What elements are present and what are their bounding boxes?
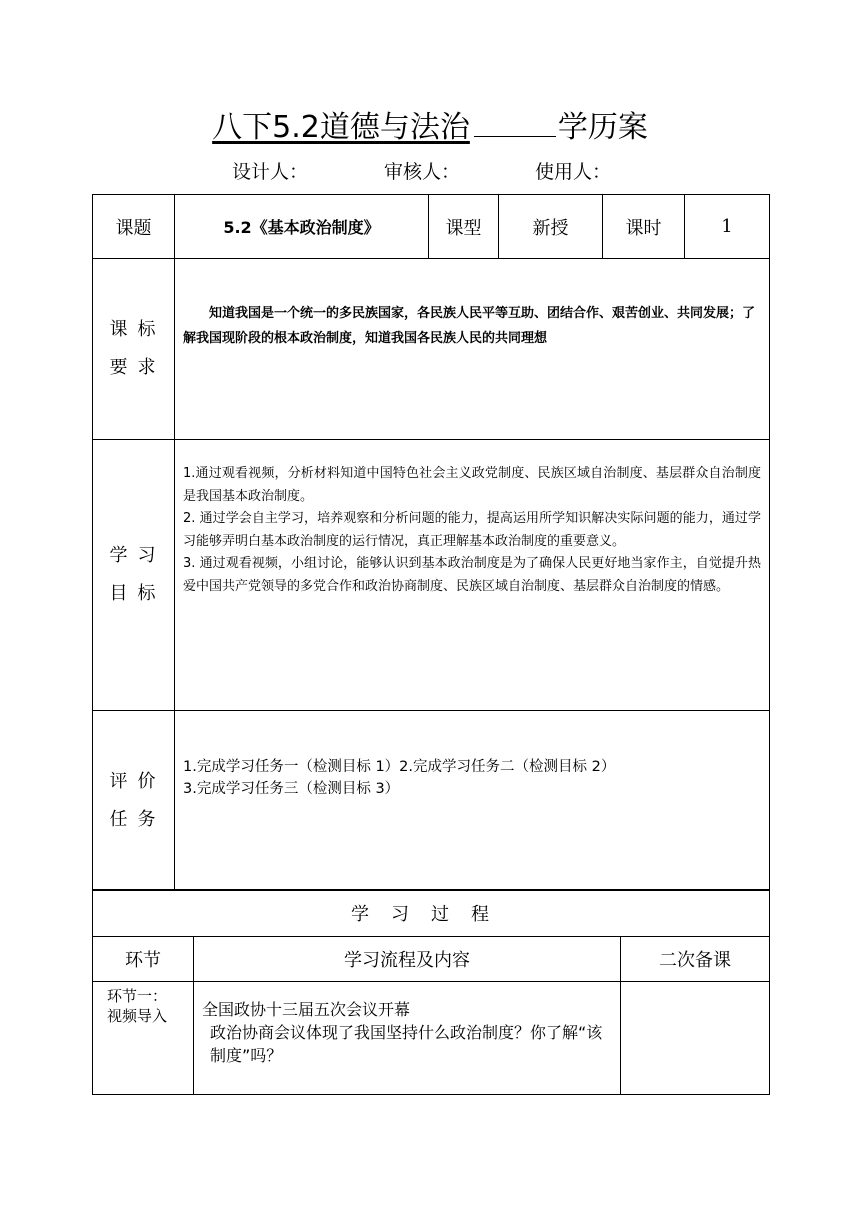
- notes-header: 二次备课: [621, 937, 770, 982]
- topic-value: 5.2《基本政治制度》: [175, 195, 429, 259]
- content-line-1: 全国政协十三届五次会议开幕: [202, 1000, 411, 1019]
- segment-line-2: 视频导入: [107, 1007, 168, 1025]
- process-title: 学习过程: [93, 890, 770, 937]
- reviewer-label: 审核人：: [384, 161, 461, 183]
- evaluation-label: [93, 711, 175, 891]
- title-prefix: 八下5.2道德与法治: [212, 110, 470, 145]
- goal-item-3: 3. 通过观看视频，小组讨论，能够认识到基本政治制度是为了确保人民更好地当家作主，自觉提升热爱中国共产党领导的多党合作和政治协商制度、民族区域自治制度、基层群众自治制度的情感。: [183, 556, 761, 594]
- lesson-info-table: [92, 194, 770, 891]
- topic-label: 课题: [93, 195, 175, 259]
- goals-label: [93, 440, 175, 711]
- evaluation-line-1: 1.完成学习任务一（检测目标 1）2.完成学习任务二（检测目标 2）: [183, 759, 616, 775]
- evaluation-label-line1: 评价: [109, 770, 166, 792]
- user-label: 使用人：: [535, 161, 612, 183]
- hours-value: 1: [685, 195, 770, 259]
- notes-cell: [621, 982, 770, 1095]
- segment-cell: [93, 982, 194, 1095]
- requirements-label-line1: 课标: [109, 319, 166, 340]
- title-suffix: 学历案: [557, 110, 648, 145]
- goals-cell: [175, 440, 770, 711]
- designer-label: 设计人：: [232, 161, 309, 183]
- table-row: [93, 982, 770, 1095]
- content-line-2: 政治协商会议体现了我国坚持什么政治制度？你了解“该制度”吗？: [210, 1023, 603, 1065]
- goal-item-1: 1.通过观看视频，分析材料知道中国特色社会主义政党制度、民族区域自治制度、基层群众自治制度是我国基本政治制度。: [183, 466, 761, 504]
- evaluation-cell: [175, 711, 770, 891]
- learning-process-table: [92, 889, 770, 1095]
- requirements-label: [93, 259, 175, 440]
- title-blank: [474, 110, 556, 137]
- evaluation-label-line2: 任务: [109, 808, 166, 830]
- type-value: 新授: [499, 195, 603, 259]
- segment-header: 环节: [93, 937, 194, 982]
- segment-line-1: 环节一：: [107, 987, 168, 1005]
- requirements-text: 知道我国是一个统一的多民族国家，各民族人民平等互助、团结合作、艰苦创业、共同发展；了解我国现阶段的根本政治制度，知道我国各民族人民的共同理想: [183, 306, 756, 346]
- content-header: 学习流程及内容: [194, 937, 621, 982]
- type-label: 课型: [429, 195, 499, 259]
- hours-label: 课时: [603, 195, 685, 259]
- requirements-text-cell: [175, 259, 770, 440]
- evaluation-line-2: 3.完成学习任务三（检测目标 3）: [183, 781, 400, 797]
- requirements-label-line2: 要求: [109, 357, 166, 378]
- page-title: [0, 108, 860, 148]
- content-cell: [194, 982, 621, 1095]
- goal-item-2: 2. 通过学会自主学习，培养观察和分析问题的能力，提高运用所学知识解决实际问题的能力，通过学习能够弄明白基本政治制度的运行情况，真正理解基本政治制度的重要意义。: [183, 511, 761, 549]
- goals-label-line2: 目标: [109, 583, 166, 604]
- goals-label-line1: 学习: [109, 545, 166, 566]
